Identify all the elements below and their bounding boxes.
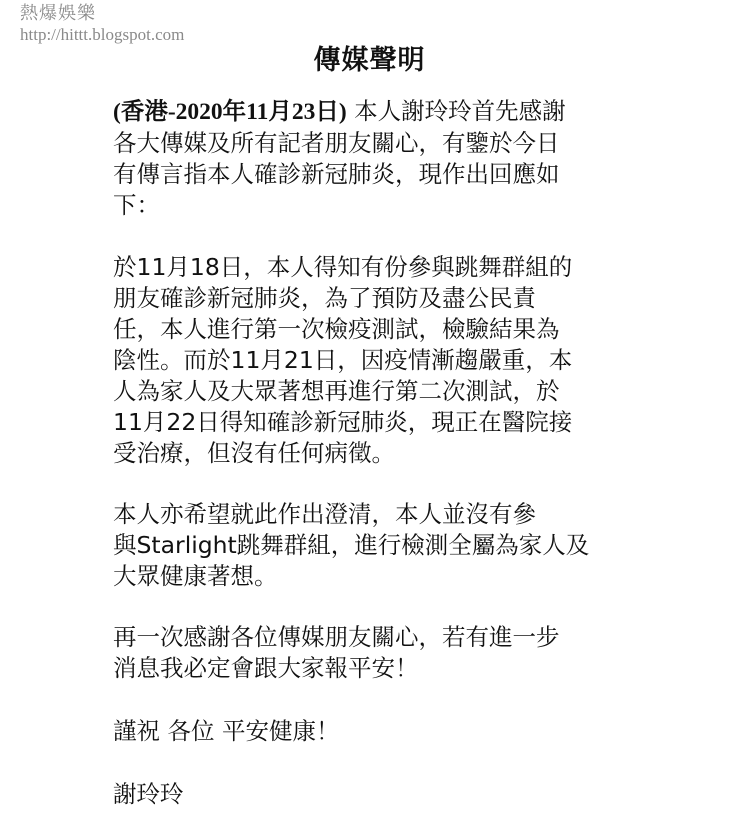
watermark-name: 熱爆娛樂 xyxy=(20,3,96,24)
paragraph-thanks: 再一次感謝各位傳媒朋友關心，若有進一步 消息我必定會跟大家報平安！ xyxy=(113,623,560,682)
page-title: 傳媒聲明 xyxy=(313,45,426,76)
statement-body xyxy=(113,96,643,810)
paragraph-clarification: 本人亦希望就此作出澄清，本人並沒有參 與Starlight跳舞群組，進行檢測全屬為家人及 大眾健康著想。 xyxy=(113,500,590,590)
paragraph-wishes: 謹祝 各位 平安健康！ xyxy=(113,717,340,745)
date-location-lead: (香港-2020年11月23日) xyxy=(113,99,347,125)
watermark-url: http://hittt.blogspot.com xyxy=(20,24,185,44)
signature: 謝玲玲 xyxy=(113,780,184,808)
paragraph-intro-text: 本人謝玲玲首先感謝 各大傳媒及所有記者朋友關心，有鑒於今日 有傳言指本人確診新冠肺炎，現作出回應如 下： xyxy=(113,97,566,219)
paragraph-intro xyxy=(113,96,643,221)
paragraph-timeline: 於11月18日，本人得知有份參與跳舞群組的 朋友確診新冠肺炎，為了預防及盡公民責 任，本人進行第一次檢疫測試，檢驗結果為 陰性。而於11月21日，因疫情漸趨嚴重，本 人為家人及大眾著想再進行第二次測試，於 11月22日得知確診新冠肺炎，現正在醫院接 受治療，但沒有任何病徵。 xyxy=(113,253,573,467)
